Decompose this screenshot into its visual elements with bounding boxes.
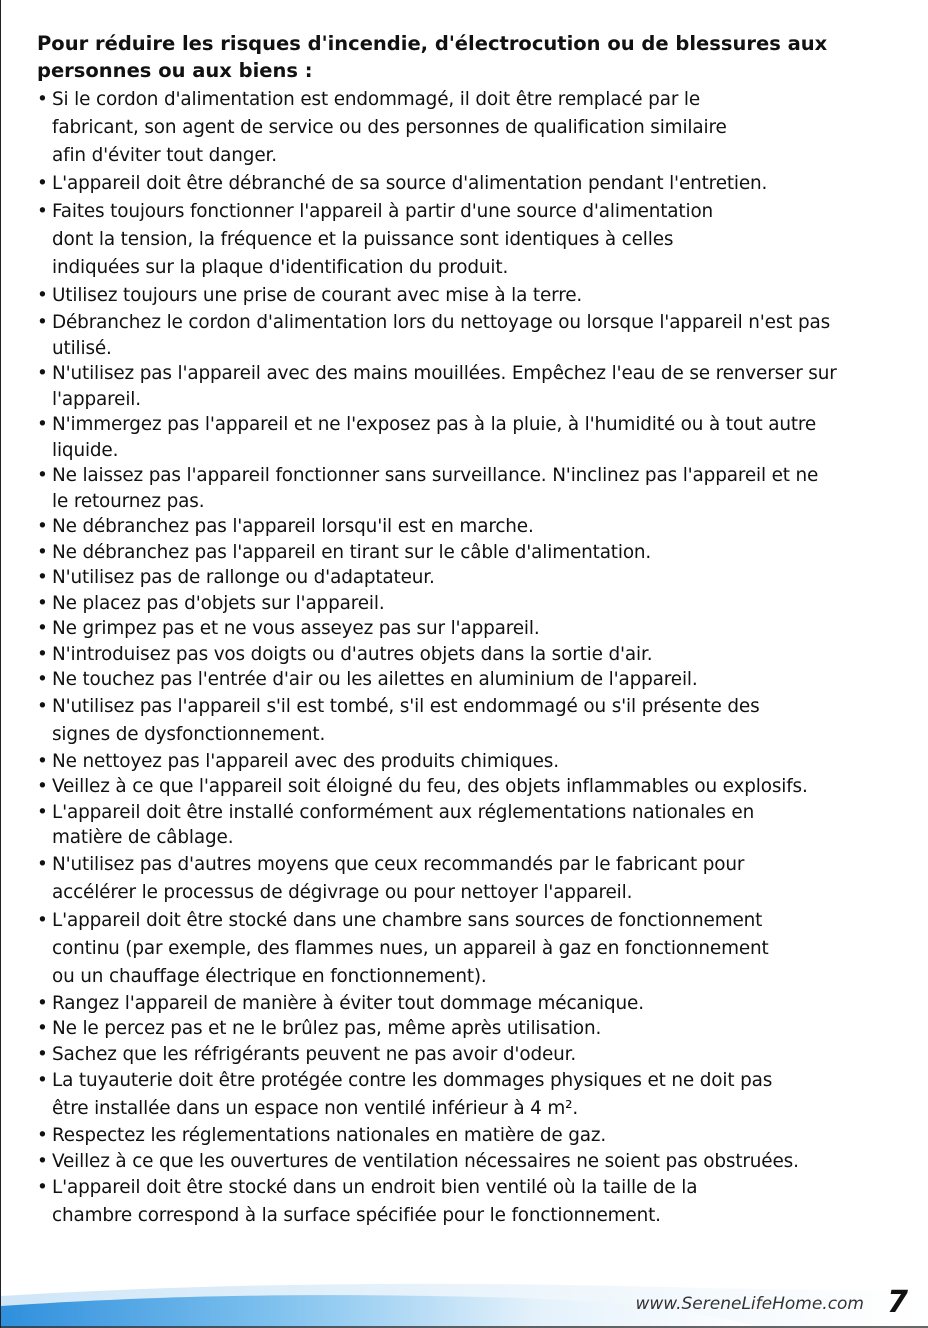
list-item [37,565,917,591]
bullet-icon: • [37,567,48,588]
bullet-icon: • [37,1018,48,1039]
bullet-icon: • [37,695,48,717]
list-item [37,86,917,170]
list-item-line: N'immergez pas l'appareil et ne l'exposez pas à la pluie, à l'humidité ou à tout autre [52,414,817,435]
website-url: www.SereneLifeHome.com [635,1294,864,1314]
list-item [37,1042,917,1068]
list-item-line: L'appareil doit être stocké dans une chambre sans sources de fonctionnement [52,909,763,931]
list-item-line: Ne touchez pas l'entrée d'air ou les ailettes en aluminium de l'appareil. [52,669,698,690]
bullet-icon: • [37,750,48,772]
list-item-line: N'introduisez pas vos doigts ou d'autres objets dans la sortie d'air. [52,643,653,665]
list-item-line: utilisé. [52,337,112,359]
list-item [37,591,917,617]
list-item-line: Ne nettoyez pas l'appareil avec des produits chimiques. [52,750,559,772]
list-item [37,1174,917,1230]
list-item [37,667,917,693]
list-item-line: Veillez à ce que les ouvertures de ventilation nécessaires ne soient pas obstruées. [52,1150,799,1172]
list-item [37,282,917,310]
page-footer [1,1266,928,1328]
bullet-icon: • [37,909,48,931]
list-item [37,1067,917,1123]
heading-line-1: Pour réduire les risques d'incendie, d'électrocution ou de blessures aux [37,32,828,55]
list-item [37,1149,917,1175]
list-item [37,310,917,361]
list-item [37,851,917,907]
bullet-icon: • [37,173,48,194]
bullet-icon: • [37,592,48,614]
list-item-line: Respectez les réglementations nationales en matière de gaz. [52,1125,607,1146]
list-item-line: afin d'éviter tout danger. [52,145,277,166]
list-item [37,642,917,668]
bullet-icon: • [37,89,48,110]
bullet-icon: • [37,1043,48,1065]
list-item-line: L'appareil doit être débranché de sa source d'alimentation pendant l'entretien. [52,173,768,194]
bullet-icon: • [37,992,48,1014]
list-item-line: Veillez à ce que l'appareil soit éloigné du feu, des objets inflammables ou explosifs. [52,776,808,797]
bullet-icon: • [37,1150,48,1172]
list-item [37,198,917,282]
list-item-line: Ne débranchez pas l'appareil en tirant sur le câble d'alimentation. [52,541,652,563]
list-item [37,514,917,540]
list-item-line: Ne laissez pas l'appareil fonctionner sans surveillance. N'inclinez pas l'appareil et ne [52,465,819,486]
list-item [37,774,917,800]
list-item-line: L'appareil doit être installé conformément aux réglementations nationales en [52,801,755,823]
bullet-icon: • [37,541,48,563]
bullet-icon: • [37,465,48,486]
bullet-icon: • [37,201,48,222]
list-item-line: Faites toujours fonctionner l'appareil à partir d'une source d'alimentation [52,201,714,222]
list-item-line: N'utilisez pas de rallonge ou d'adaptateur. [52,567,435,588]
bullet-icon: • [37,643,48,665]
list-item [37,1016,917,1042]
bullet-icon: • [37,776,48,797]
list-item-line: matière de câblage. [52,827,234,848]
list-item-line: chambre correspond à la surface spécifiée pour le fonctionnement. [52,1205,661,1226]
bullet-icon: • [37,516,48,537]
list-item [37,907,917,991]
list-item-line: ou un chauffage électrique en fonctionnement). [52,965,487,987]
list-item [37,412,917,463]
bullet-icon: • [37,312,48,333]
list-item-line: Si le cordon d'alimentation est endommagé, il doit être remplacé par le [52,89,701,110]
bullet-icon: • [37,669,48,690]
heading-line-2: personnes ou aux biens : [37,59,313,82]
list-item-line: Sachez que les réfrigérants peuvent ne pas avoir d'odeur. [52,1043,577,1065]
list-item [37,1123,917,1149]
list-item [37,540,917,566]
list-item [37,749,917,775]
list-item-line: indiquées sur la plaque d'identification du produit. [52,257,509,278]
safety-instructions-list [37,86,917,1230]
list-item-line: Ne le percez pas et ne le brûlez pas, même après utilisation. [52,1018,602,1039]
list-item-line: Débranchez le cordon d'alimentation lors du nettoyage ou lorsque l'appareil n'est pas [52,312,831,333]
list-item-line: signes de dysfonctionnement. [52,723,326,745]
list-item-line: Rangez l'appareil de manière à éviter tout dommage mécanique. [52,992,644,1014]
list-item-line: Ne placez pas d'objets sur l'appareil. [52,592,385,614]
list-item-line: liquide. [52,439,119,461]
list-item [37,991,917,1017]
list-item-line: le retournez pas. [52,490,205,512]
list-item-line: N'utilisez pas d'autres moyens que ceux recommandés par le fabricant pour [52,853,745,875]
list-item-line: N'utilisez pas l'appareil s'il est tombé, s'il est endommagé ou s'il présente des [52,695,760,717]
bullet-icon: • [37,801,48,823]
bullet-icon: • [37,1070,48,1091]
page-number: 7 [887,1285,908,1320]
list-item-line: dont la tension, la fréquence et la puissance sont identiques à celles [52,229,674,250]
list-item-line: l'appareil. [52,388,141,410]
list-item [37,616,917,642]
bullet-icon: • [37,1125,48,1146]
bullet-icon: • [37,414,48,435]
list-item-line: Utilisez toujours une prise de courant avec mise à la terre. [52,285,583,306]
bullet-icon: • [37,853,48,875]
list-item [37,693,917,749]
bullet-icon: • [37,1177,48,1198]
list-item [37,800,917,851]
bullet-icon: • [37,285,48,306]
list-item [37,463,917,514]
list-item-line: fabricant, son agent de service ou des personnes de qualification similaire [52,117,727,138]
bullet-icon: • [37,618,48,639]
safety-heading [37,30,897,84]
list-item-line: accélérer le processus de dégivrage ou pour nettoyer l'appareil. [52,881,633,903]
list-item-line: Ne grimpez pas et ne vous asseyez pas sur l'appareil. [52,618,540,639]
list-item-line: Ne débranchez pas l'appareil lorsqu'il est en marche. [52,516,534,537]
bullet-icon: • [37,363,48,384]
list-item [37,170,917,198]
list-item-line: La tuyauterie doit être protégée contre les dommages physiques et ne doit pas [52,1070,773,1091]
list-item-line: être installée dans un espace non ventilé inférieur à 4 m². [52,1098,579,1119]
list-item-line: continu (par exemple, des flammes nues, un appareil à gaz en fonctionnement [52,937,769,959]
list-item-line: N'utilisez pas l'appareil avec des mains mouillées. Empêchez l'eau de se renverser sur [52,363,837,384]
list-item-line: L'appareil doit être stocké dans un endroit bien ventilé où la taille de la [52,1177,698,1198]
list-item [37,361,917,412]
